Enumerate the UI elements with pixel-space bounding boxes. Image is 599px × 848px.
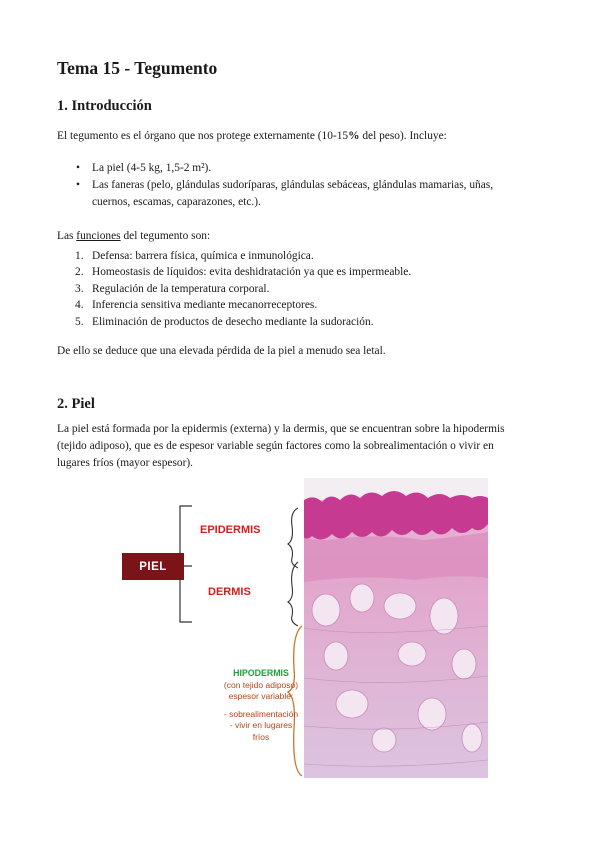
list-text: Homeostasis de líquidos: evita deshidratación ya que es impermeable.	[92, 266, 412, 279]
list-number: 2.	[75, 266, 84, 279]
hipodermis-annotation	[208, 668, 314, 743]
intro-text-end: del peso). Incluye:	[359, 130, 447, 142]
piel-label-box: PIEL	[122, 553, 184, 580]
epidermis-layer	[304, 491, 488, 540]
list-text: Regulación de la temperatura corporal.	[92, 282, 270, 295]
hipodermis-title: HIPODERMIS	[233, 668, 289, 678]
functions-suffix: del tegumento son:	[120, 230, 211, 242]
list-item	[57, 314, 527, 330]
list-item	[57, 281, 527, 297]
hipodermis-line: fríos	[252, 731, 270, 742]
epidermis-brace	[288, 508, 298, 568]
list-text: Inferencia sensitiva mediante mecanorreceptores.	[92, 299, 318, 312]
functions-prefix: Las	[57, 230, 77, 242]
list-number: 3.	[75, 282, 84, 295]
intro-paragraph	[57, 128, 527, 145]
epidermis-label: EPIDERMIS	[200, 524, 261, 536]
list-item	[57, 297, 527, 313]
list-number: 4.	[75, 299, 84, 312]
page-title: Tema 15 - Tegumento	[57, 58, 218, 78]
section-heading-piel: 2. Piel	[57, 396, 95, 412]
hipodermis-line: - sobrealimentación	[223, 708, 299, 719]
bullet-list	[57, 160, 527, 211]
functions-list	[57, 248, 527, 330]
dermis-brace	[288, 562, 298, 626]
list-text: Defensa: barrera física, química e inmunológica.	[92, 250, 314, 262]
hipodermis-line: (con tejido adiposo)	[223, 679, 299, 690]
list-item	[57, 248, 527, 264]
section-heading-introduccion: 1. Introducción	[57, 98, 152, 114]
hipodermis-line: espesor variable:	[228, 691, 294, 701]
intro-text-start: El tegumento es el órgano que nos protege externamente (10-15	[57, 130, 349, 142]
functions-intro	[57, 228, 527, 245]
skin-micrograph	[304, 478, 488, 778]
dermis-label: DERMIS	[208, 586, 251, 598]
skin-diagram	[110, 478, 490, 778]
list-number: 5.	[75, 315, 84, 328]
conclusion-paragraph: De ello se deduce que una elevada pérdida de la piel a menudo sea letal.	[57, 345, 386, 357]
list-item	[57, 264, 527, 280]
list-item: • Las faneras (pelo, glándulas sudoríparas, glándulas sebáceas, glándulas mamarias, uñas, cuernos, escamas, caparazones, etc.).	[57, 177, 527, 211]
list-text: Eliminación de productos de desecho mediante la sudoración.	[92, 315, 374, 328]
intro-percent-sign: %	[348, 130, 360, 142]
list-item: • La piel (4-5 kg, 1,5-2 m²).	[57, 160, 527, 177]
hipodermis-line: - vivir en lugares	[229, 720, 293, 730]
functions-underlined-word: funciones	[76, 230, 121, 242]
piel-paragraph: La piel está formada por la epidermis (externa) y la dermis, que se encuentran sobre la hipodermis (tejido adiposo), que es de espesor variable según factores como la sobrealimentación o vivir en lugares fríos (mayor espesor).	[57, 423, 505, 469]
list-number: 1.	[75, 250, 84, 262]
